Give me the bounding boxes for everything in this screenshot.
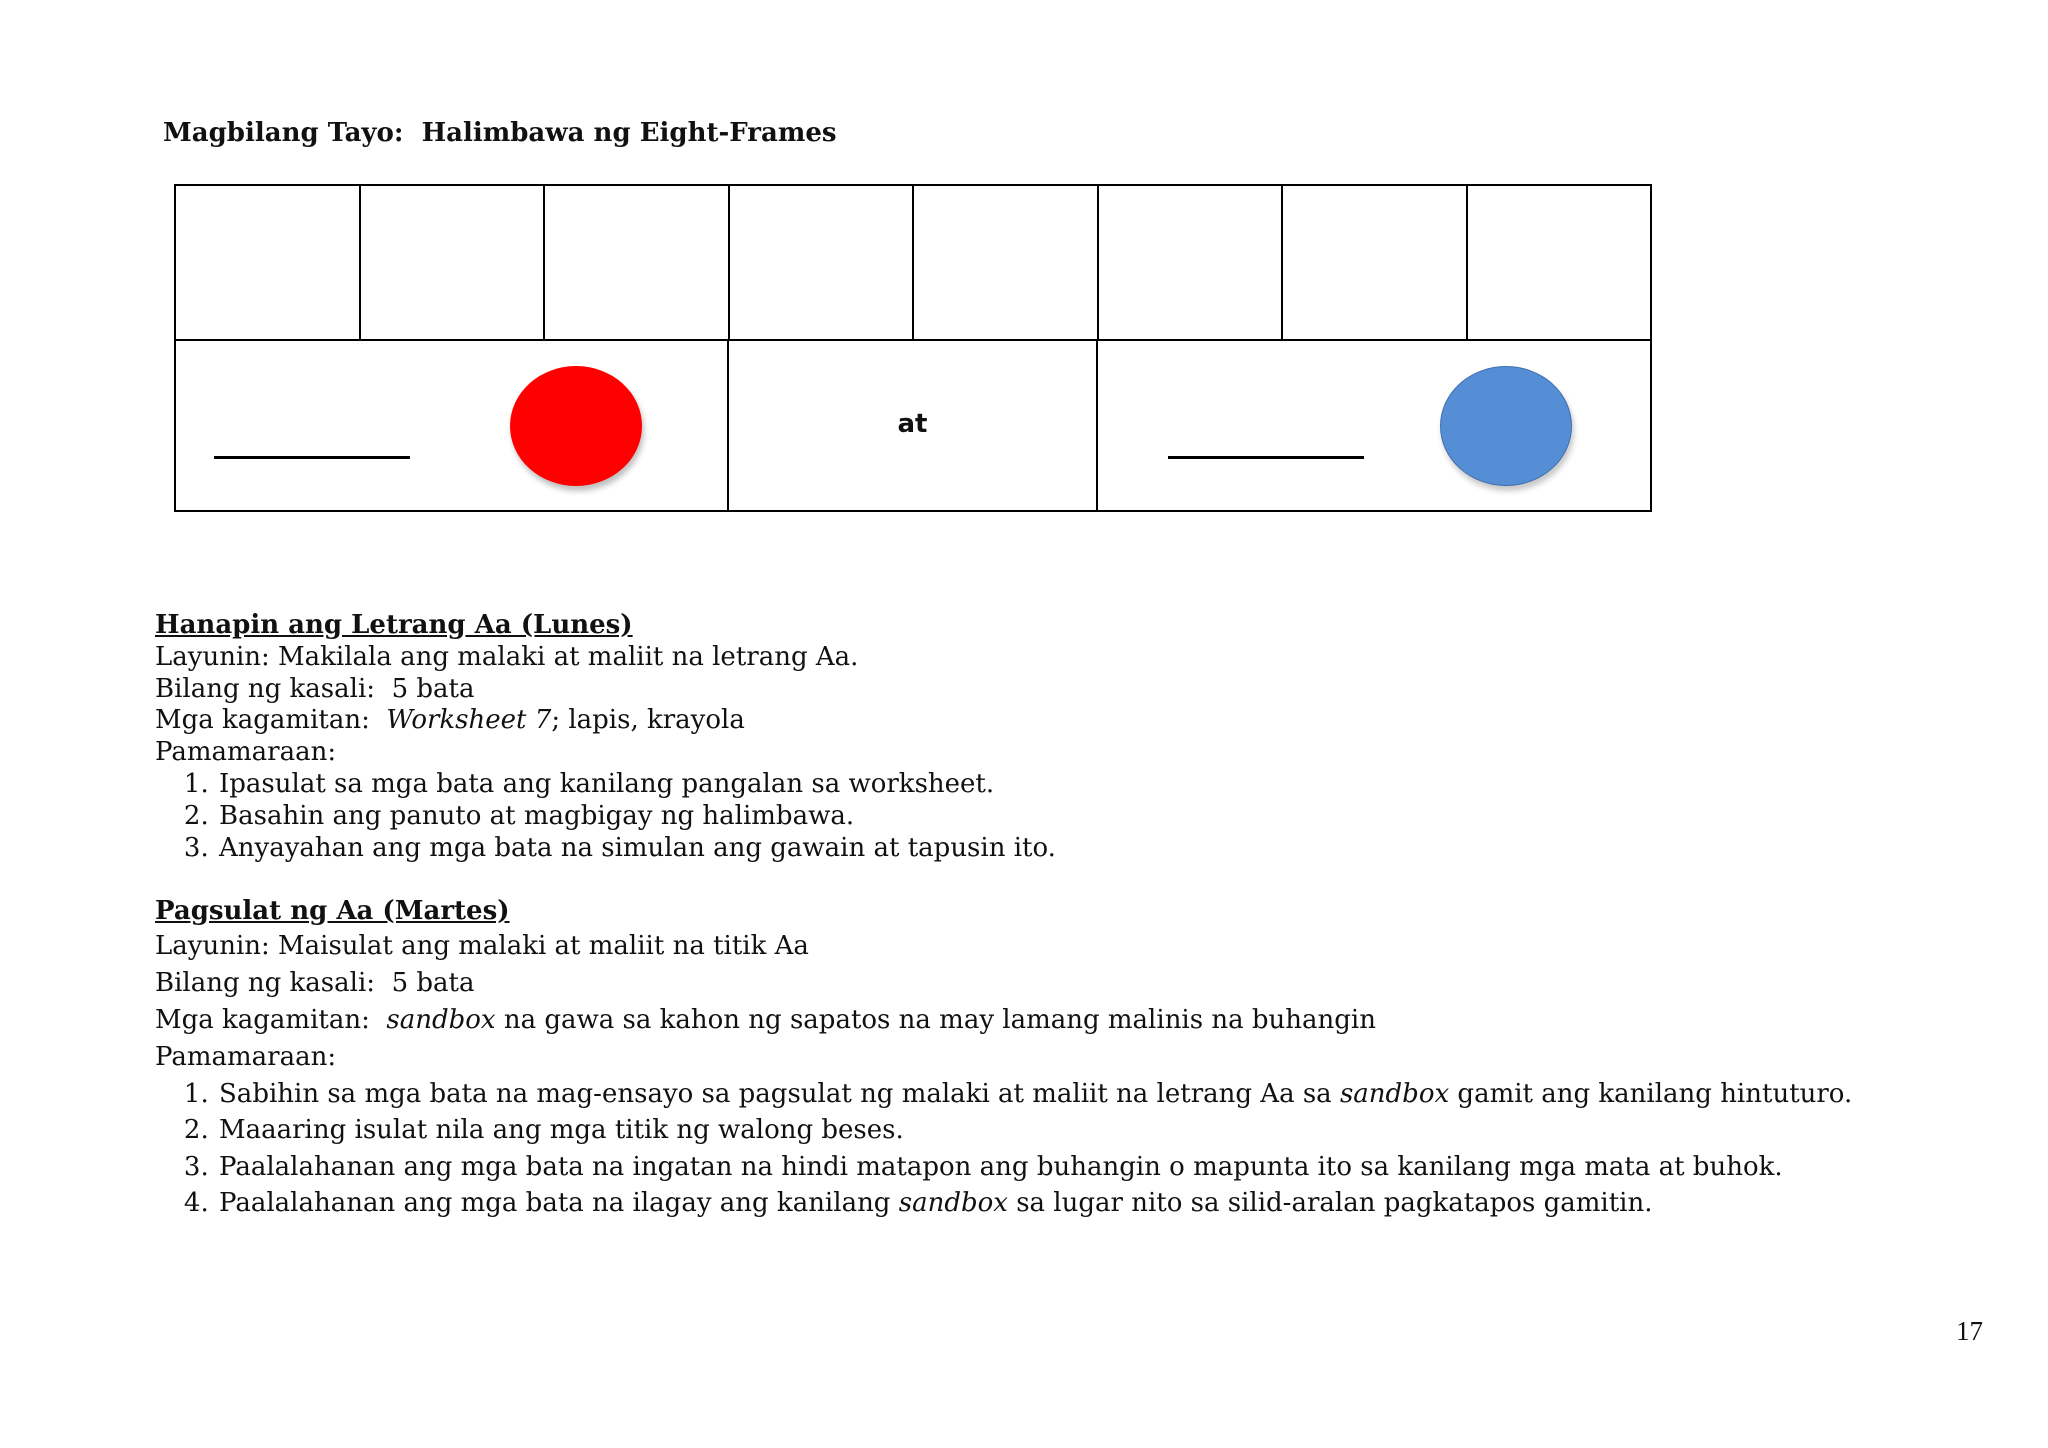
frame-cell-8 — [1468, 186, 1651, 341]
procedure-step — [217, 833, 1056, 865]
frame-cell-4 — [730, 186, 915, 341]
frame-cell-3 — [545, 186, 730, 341]
activity-heading: Hanapin ang Letrang Aa (Lunes) — [155, 610, 633, 640]
red-count-blank — [214, 456, 410, 459]
procedure-list — [155, 769, 1056, 864]
step-text: Paalalahanan ang mga bata na ilagay ang kanilang — [219, 1188, 899, 1219]
eight-frame-answer-row — [176, 341, 1650, 510]
blue-count-cell — [1098, 341, 1650, 510]
activity-participants: Bilang ng kasali: 5 bata — [155, 673, 475, 704]
procedure-step — [217, 769, 1056, 801]
eight-frame-top-row — [176, 186, 1650, 341]
red-count-cell — [176, 341, 729, 510]
step-text: Basahin ang panuto at magbigay ng halimbawa. — [219, 800, 855, 831]
step-italic: sandbox — [1339, 1078, 1450, 1109]
step-text: Maaaring isulat nila ang mga titik ng walong beses. — [219, 1115, 904, 1146]
activity-participants: Bilang ng kasali: 5 bata — [155, 967, 475, 998]
blue-count-blank — [1168, 456, 1364, 459]
procedure-step — [217, 1076, 1852, 1113]
step-text: Ipasulat sa mga bata ang kanilang pangalan sa worksheet. — [219, 768, 995, 799]
materials-label: Mga kagamitan: — [155, 705, 387, 736]
materials-rest: na gawa sa kahon ng sapatos na may lamang malinis na buhangin — [495, 1004, 1376, 1035]
materials-rest: ; lapis, krayola — [551, 705, 745, 736]
frame-cell-6 — [1099, 186, 1284, 341]
procedure-step — [217, 1112, 1852, 1149]
blue-counter-circle — [1440, 366, 1572, 486]
frame-cell-1 — [176, 186, 361, 341]
step-text: Sabihin sa mga bata na mag-ensayo sa pagsulat ng malaki at maliit na letrang Aa sa — [219, 1078, 1340, 1109]
activity-lunes — [155, 610, 1056, 864]
activity-procedure-label: Pamamaraan: — [155, 1041, 337, 1072]
activity-objective: Layunin: Maisulat ang malaki at maliit na titik Aa — [155, 930, 809, 961]
activity-objective: Layunin: Makilala ang malaki at maliit na letrang Aa. — [155, 641, 859, 672]
materials-italic: sandbox — [386, 1004, 496, 1035]
step-italic: sandbox — [898, 1188, 1008, 1219]
procedure-step — [217, 801, 1056, 833]
step-text: Anyayahan ang mga bata na simulan ang gawain at tapusin ito. — [219, 832, 1056, 863]
activity-materials — [155, 1002, 1852, 1039]
frame-cell-5 — [914, 186, 1099, 341]
materials-label: Mga kagamitan: — [155, 1004, 387, 1035]
frame-cell-2 — [361, 186, 546, 341]
eight-frame-table — [174, 184, 1652, 512]
frame-cell-7 — [1283, 186, 1468, 341]
materials-italic: Worksheet 7 — [386, 705, 552, 736]
activity-materials — [155, 705, 1056, 737]
step-text: Paalalahanan ang mga bata na ingatan na hindi matapon ang buhangin o mapunta ito sa kanilang mga mata at buhok. — [219, 1151, 1783, 1182]
procedure-list — [155, 1076, 1852, 1222]
red-counter-circle — [510, 366, 642, 486]
activity-martes — [155, 896, 1852, 1222]
activity-heading: Pagsulat ng Aa (Martes) — [155, 896, 510, 926]
step-text-after: gamit ang kanilang hintuturo. — [1449, 1078, 1853, 1109]
page-number: 17 — [1956, 1316, 1983, 1346]
page-title: Magbilang Tayo: Halimbawa ng Eight-Frames — [163, 118, 837, 148]
step-text-after: sa lugar nito sa silid-aralan pagkatapos gamitin. — [1007, 1188, 1653, 1219]
procedure-step — [217, 1185, 1852, 1222]
procedure-step — [217, 1149, 1852, 1186]
activity-procedure-label: Pamamaraan: — [155, 737, 337, 768]
connector-cell — [729, 341, 1098, 510]
connector-word: at — [897, 408, 928, 439]
